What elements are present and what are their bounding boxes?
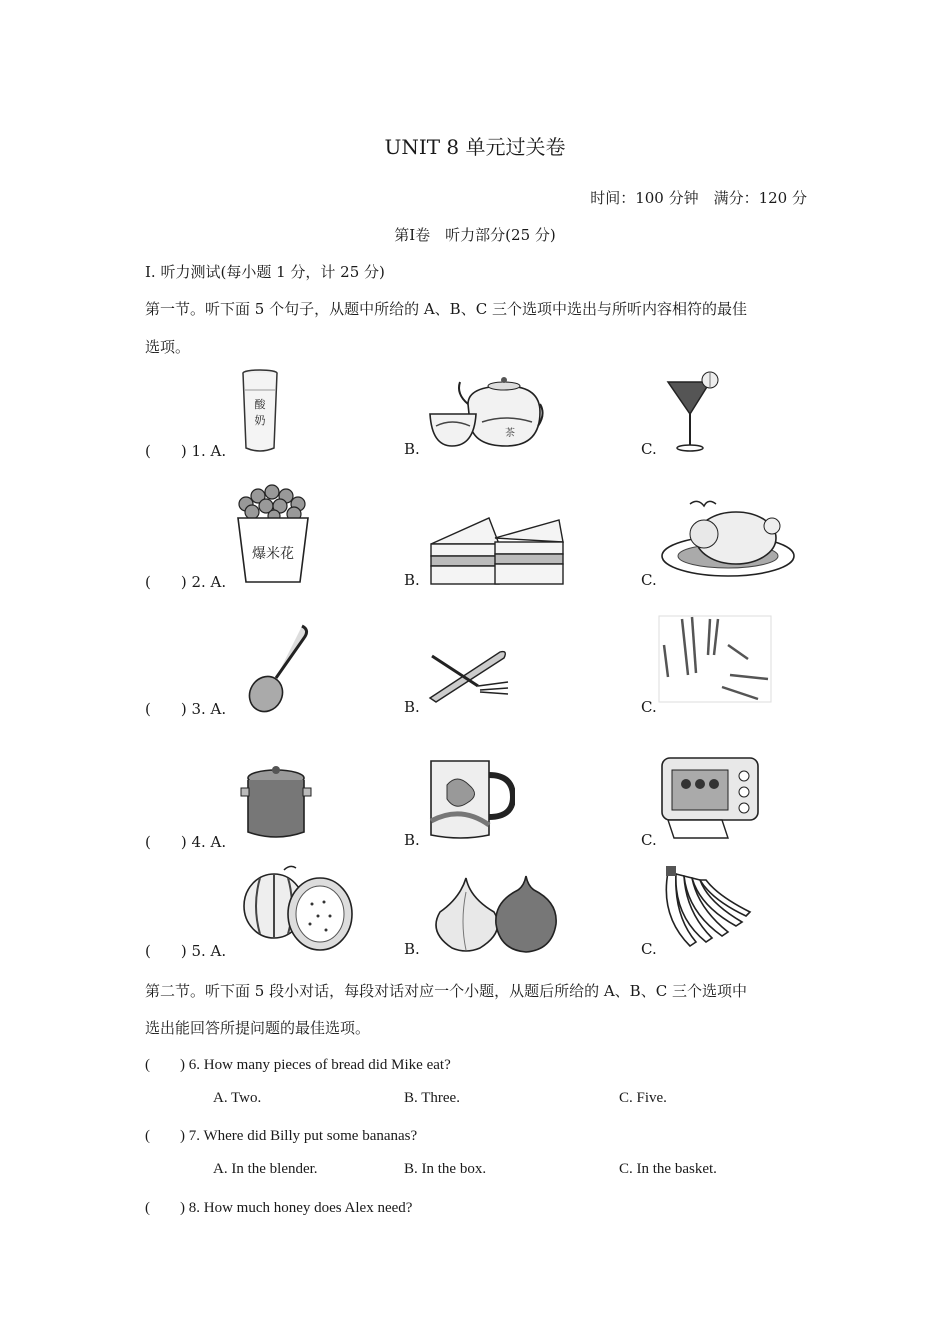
question-7-stem: ( ) 7. Where did Billy put some bananas? — [145, 1128, 418, 1144]
option-c-label: C. — [641, 698, 657, 716]
teapot-and-cup-icon — [428, 374, 546, 452]
question-2-label: ( ) 2. A. — [145, 573, 227, 591]
question-7-option-a: A. In the blender. — [213, 1161, 318, 1177]
popcorn-bucket-icon — [234, 482, 312, 584]
yogurt-glass-icon — [240, 368, 280, 454]
option-c-label: C. — [641, 571, 657, 589]
question-7-option-b: B. In the box. — [404, 1161, 487, 1177]
section1-instruction-cont: 选项。 — [145, 338, 191, 356]
svg-text:奶: 奶 — [254, 414, 266, 427]
onions-icon — [430, 872, 560, 954]
option-c-label: C. — [641, 831, 657, 849]
yogurt-label: 酸 — [254, 398, 266, 411]
time-info: 时间：100 分钟 满分：120 分 — [590, 189, 807, 207]
popcorn-label: 爆米花 — [252, 546, 294, 562]
section-heading: Ⅰ. 听力测试(每小题 1 分，计 25 分) — [145, 263, 385, 281]
section2-instruction-cont: 选出能回答所提问题的最佳选项。 — [145, 1019, 371, 1037]
option-c-label: C. — [641, 940, 657, 958]
chopsticks-icon — [658, 615, 772, 703]
question-7-option-c: C. In the basket. — [619, 1161, 717, 1177]
question-6-option-b: B. Three. — [404, 1090, 460, 1106]
option-c-label: C. — [641, 440, 657, 458]
cooking-pot-icon — [240, 764, 312, 842]
part-title: 第Ⅰ卷 听力部分(25 分) — [394, 226, 556, 244]
question-6-stem: ( ) 6. How many pieces of bread did Mike eat? — [145, 1057, 451, 1073]
mug-icon — [427, 755, 515, 841]
option-b-label: B. — [404, 698, 420, 716]
question-8-stem: ( ) 8. How much honey does Alex need? — [145, 1200, 413, 1216]
section2-instruction: 第二节。听下面 5 段小对话，每段对话对应一个小题，从题后所给的 A、B、C 三个选项中 — [145, 982, 747, 1000]
question-3-label: ( ) 3. A. — [145, 700, 227, 718]
cocktail-glass-icon — [664, 370, 720, 454]
question-4-label: ( ) 4. A. — [145, 833, 227, 851]
section1-instruction: 第一节。听下面 5 个句子，从题中所给的 A、B、C 三个选项中选出与所听内容相符的最佳 — [145, 300, 747, 318]
option-b-label: B. — [404, 940, 420, 958]
question-5-label: ( ) 5. A. — [145, 942, 227, 960]
bananas-icon — [660, 866, 752, 950]
watermelon-icon — [242, 864, 354, 952]
page-title: UNIT 8 单元过关卷 — [384, 135, 566, 159]
sandwiches-icon — [429, 514, 564, 586]
question-1-label: ( ) 1. A. — [145, 442, 227, 460]
option-b-label: B. — [404, 440, 420, 458]
spoon-icon — [242, 622, 312, 714]
roast-turkey-icon — [660, 494, 796, 580]
knife-and-fork-icon — [426, 646, 512, 704]
question-6-option-c: C. Five. — [619, 1090, 667, 1106]
toaster-oven-icon — [658, 752, 766, 842]
option-b-label: B. — [404, 831, 420, 849]
question-6-option-a: A. Two. — [213, 1090, 262, 1106]
svg-text:茶: 茶 — [505, 428, 515, 439]
option-b-label: B. — [404, 571, 420, 589]
